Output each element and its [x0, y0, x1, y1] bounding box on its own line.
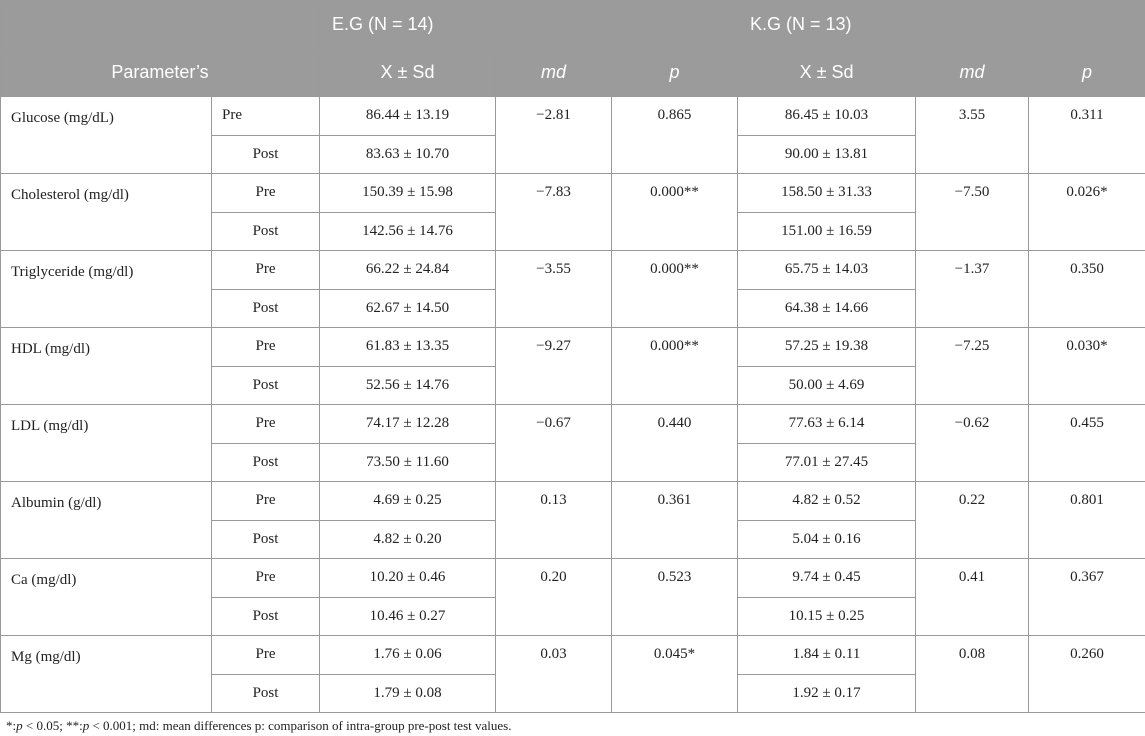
kg-post-value: 64.38 ± 14.66 — [738, 289, 916, 328]
header-kg-p: p — [1029, 49, 1145, 97]
kg-md-value: 3.55 — [916, 97, 1029, 174]
header-eg-p: p — [612, 49, 738, 97]
eg-pre-value: 10.20 ± 0.46 — [320, 559, 496, 598]
footnote-p1: p — [16, 718, 23, 733]
header-group-eg: E.G (N = 14) — [320, 1, 738, 49]
kg-pre-value: 9.74 ± 0.45 — [738, 559, 916, 598]
eg-md-value: 0.03 — [496, 636, 612, 713]
eg-post-value: 73.50 ± 11.60 — [320, 443, 496, 482]
phase-pre-label: Pre — [212, 482, 320, 521]
kg-md-value: 0.41 — [916, 559, 1029, 636]
phase-pre-label: Pre — [212, 405, 320, 444]
phase-pre-label: Pre — [212, 97, 320, 136]
header-kg-md: md — [916, 49, 1029, 97]
eg-pre-value: 66.22 ± 24.84 — [320, 251, 496, 290]
table-row-pre — [1, 174, 1145, 213]
eg-p-value: 0.361 — [612, 482, 738, 559]
header-eg-mean: X ± Sd — [320, 49, 496, 97]
table-row-pre — [1, 405, 1145, 444]
eg-md-value: −7.83 — [496, 174, 612, 251]
footnote-part1: *: — [6, 718, 17, 733]
eg-pre-value: 150.39 ± 15.98 — [320, 174, 496, 213]
phase-post-label: Post — [212, 674, 320, 713]
table-row-pre — [1, 482, 1145, 521]
eg-md-value: 0.13 — [496, 482, 612, 559]
kg-post-value: 50.00 ± 4.69 — [738, 366, 916, 405]
header-group-kg: K.G (N = 13) — [738, 1, 1145, 49]
eg-p-value: 0.000** — [612, 328, 738, 405]
kg-post-value: 90.00 ± 13.81 — [738, 135, 916, 174]
parameter-name: Triglyceride (mg/dl) — [1, 251, 212, 328]
table-row-pre — [1, 328, 1145, 367]
kg-post-value: 10.15 ± 0.25 — [738, 597, 916, 636]
parameter-name: Ca (mg/dl) — [1, 559, 212, 636]
table-row-pre — [1, 559, 1145, 598]
kg-md-value: 0.22 — [916, 482, 1029, 559]
eg-pre-value: 1.76 ± 0.06 — [320, 636, 496, 675]
kg-post-value: 1.92 ± 0.17 — [738, 674, 916, 713]
table-row-pre — [1, 636, 1145, 675]
table-row-pre — [1, 251, 1145, 290]
kg-p-value: 0.367 — [1029, 559, 1145, 636]
kg-post-value: 151.00 ± 16.59 — [738, 212, 916, 251]
parameter-name: LDL (mg/dl) — [1, 405, 212, 482]
eg-pre-value: 86.44 ± 13.19 — [320, 97, 496, 136]
parameter-name: HDL (mg/dl) — [1, 328, 212, 405]
phase-pre-label: Pre — [212, 559, 320, 598]
kg-p-value: 0.311 — [1029, 97, 1145, 174]
kg-pre-value: 65.75 ± 14.03 — [738, 251, 916, 290]
footnote-part3: < 0.001; md: mean differences p: comparison of intra-group pre-post test values. — [89, 718, 512, 733]
eg-post-value: 52.56 ± 14.76 — [320, 366, 496, 405]
kg-pre-value: 4.82 ± 0.52 — [738, 482, 916, 521]
kg-pre-value: 57.25 ± 19.38 — [738, 328, 916, 367]
phase-post-label: Post — [212, 289, 320, 328]
footnote-part2: < 0.05; **: — [22, 718, 83, 733]
phase-pre-label: Pre — [212, 174, 320, 213]
phase-pre-label: Pre — [212, 636, 320, 675]
eg-p-value: 0.000** — [612, 174, 738, 251]
eg-md-value: −3.55 — [496, 251, 612, 328]
kg-md-value: −1.37 — [916, 251, 1029, 328]
phase-post-label: Post — [212, 597, 320, 636]
phase-post-label: Post — [212, 520, 320, 559]
eg-post-value: 62.67 ± 14.50 — [320, 289, 496, 328]
kg-post-value: 5.04 ± 0.16 — [738, 520, 916, 559]
eg-md-value: 0.20 — [496, 559, 612, 636]
header-eg-md: md — [496, 49, 612, 97]
phase-pre-label: Pre — [212, 328, 320, 367]
eg-md-value: −2.81 — [496, 97, 612, 174]
kg-md-value: −7.50 — [916, 174, 1029, 251]
phase-post-label: Post — [212, 135, 320, 174]
table-footnote — [6, 718, 511, 734]
kg-p-value: 0.030* — [1029, 328, 1145, 405]
kg-md-value: −0.62 — [916, 405, 1029, 482]
kg-pre-value: 86.45 ± 10.03 — [738, 97, 916, 136]
phase-post-label: Post — [212, 443, 320, 482]
parameter-name: Albumin (g/dl) — [1, 482, 212, 559]
phase-pre-label: Pre — [212, 251, 320, 290]
eg-post-value: 4.82 ± 0.20 — [320, 520, 496, 559]
eg-md-value: −0.67 — [496, 405, 612, 482]
kg-p-value: 0.026* — [1029, 174, 1145, 251]
eg-pre-value: 4.69 ± 0.25 — [320, 482, 496, 521]
eg-post-value: 83.63 ± 10.70 — [320, 135, 496, 174]
parameter-name: Mg (mg/dl) — [1, 636, 212, 713]
eg-p-value: 0.440 — [612, 405, 738, 482]
kg-p-value: 0.801 — [1029, 482, 1145, 559]
eg-post-value: 10.46 ± 0.27 — [320, 597, 496, 636]
header-blank — [1, 1, 320, 49]
kg-md-value: 0.08 — [916, 636, 1029, 713]
eg-p-value: 0.523 — [612, 559, 738, 636]
parameter-name: Cholesterol (mg/dl) — [1, 174, 212, 251]
phase-post-label: Post — [212, 366, 320, 405]
parameter-name: Glucose (mg/dL) — [1, 97, 212, 174]
eg-p-value: 0.045* — [612, 636, 738, 713]
eg-pre-value: 74.17 ± 12.28 — [320, 405, 496, 444]
table-body — [1, 97, 1145, 713]
eg-md-value: −9.27 — [496, 328, 612, 405]
eg-p-value: 0.865 — [612, 97, 738, 174]
eg-p-value: 0.000** — [612, 251, 738, 328]
kg-post-value: 77.01 ± 27.45 — [738, 443, 916, 482]
eg-post-value: 142.56 ± 14.76 — [320, 212, 496, 251]
header-parameter: Parameter’s — [1, 49, 320, 97]
kg-p-value: 0.350 — [1029, 251, 1145, 328]
eg-post-value: 1.79 ± 0.08 — [320, 674, 496, 713]
kg-pre-value: 1.84 ± 0.11 — [738, 636, 916, 675]
kg-pre-value: 158.50 ± 31.33 — [738, 174, 916, 213]
phase-post-label: Post — [212, 212, 320, 251]
footnote-p2: p — [82, 718, 90, 733]
kg-p-value: 0.260 — [1029, 636, 1145, 713]
kg-md-value: −7.25 — [916, 328, 1029, 405]
header-kg-mean: X ± Sd — [738, 49, 916, 97]
kg-p-value: 0.455 — [1029, 405, 1145, 482]
table-row-pre — [1, 97, 1145, 136]
eg-pre-value: 61.83 ± 13.35 — [320, 328, 496, 367]
kg-pre-value: 77.63 ± 6.14 — [738, 405, 916, 444]
